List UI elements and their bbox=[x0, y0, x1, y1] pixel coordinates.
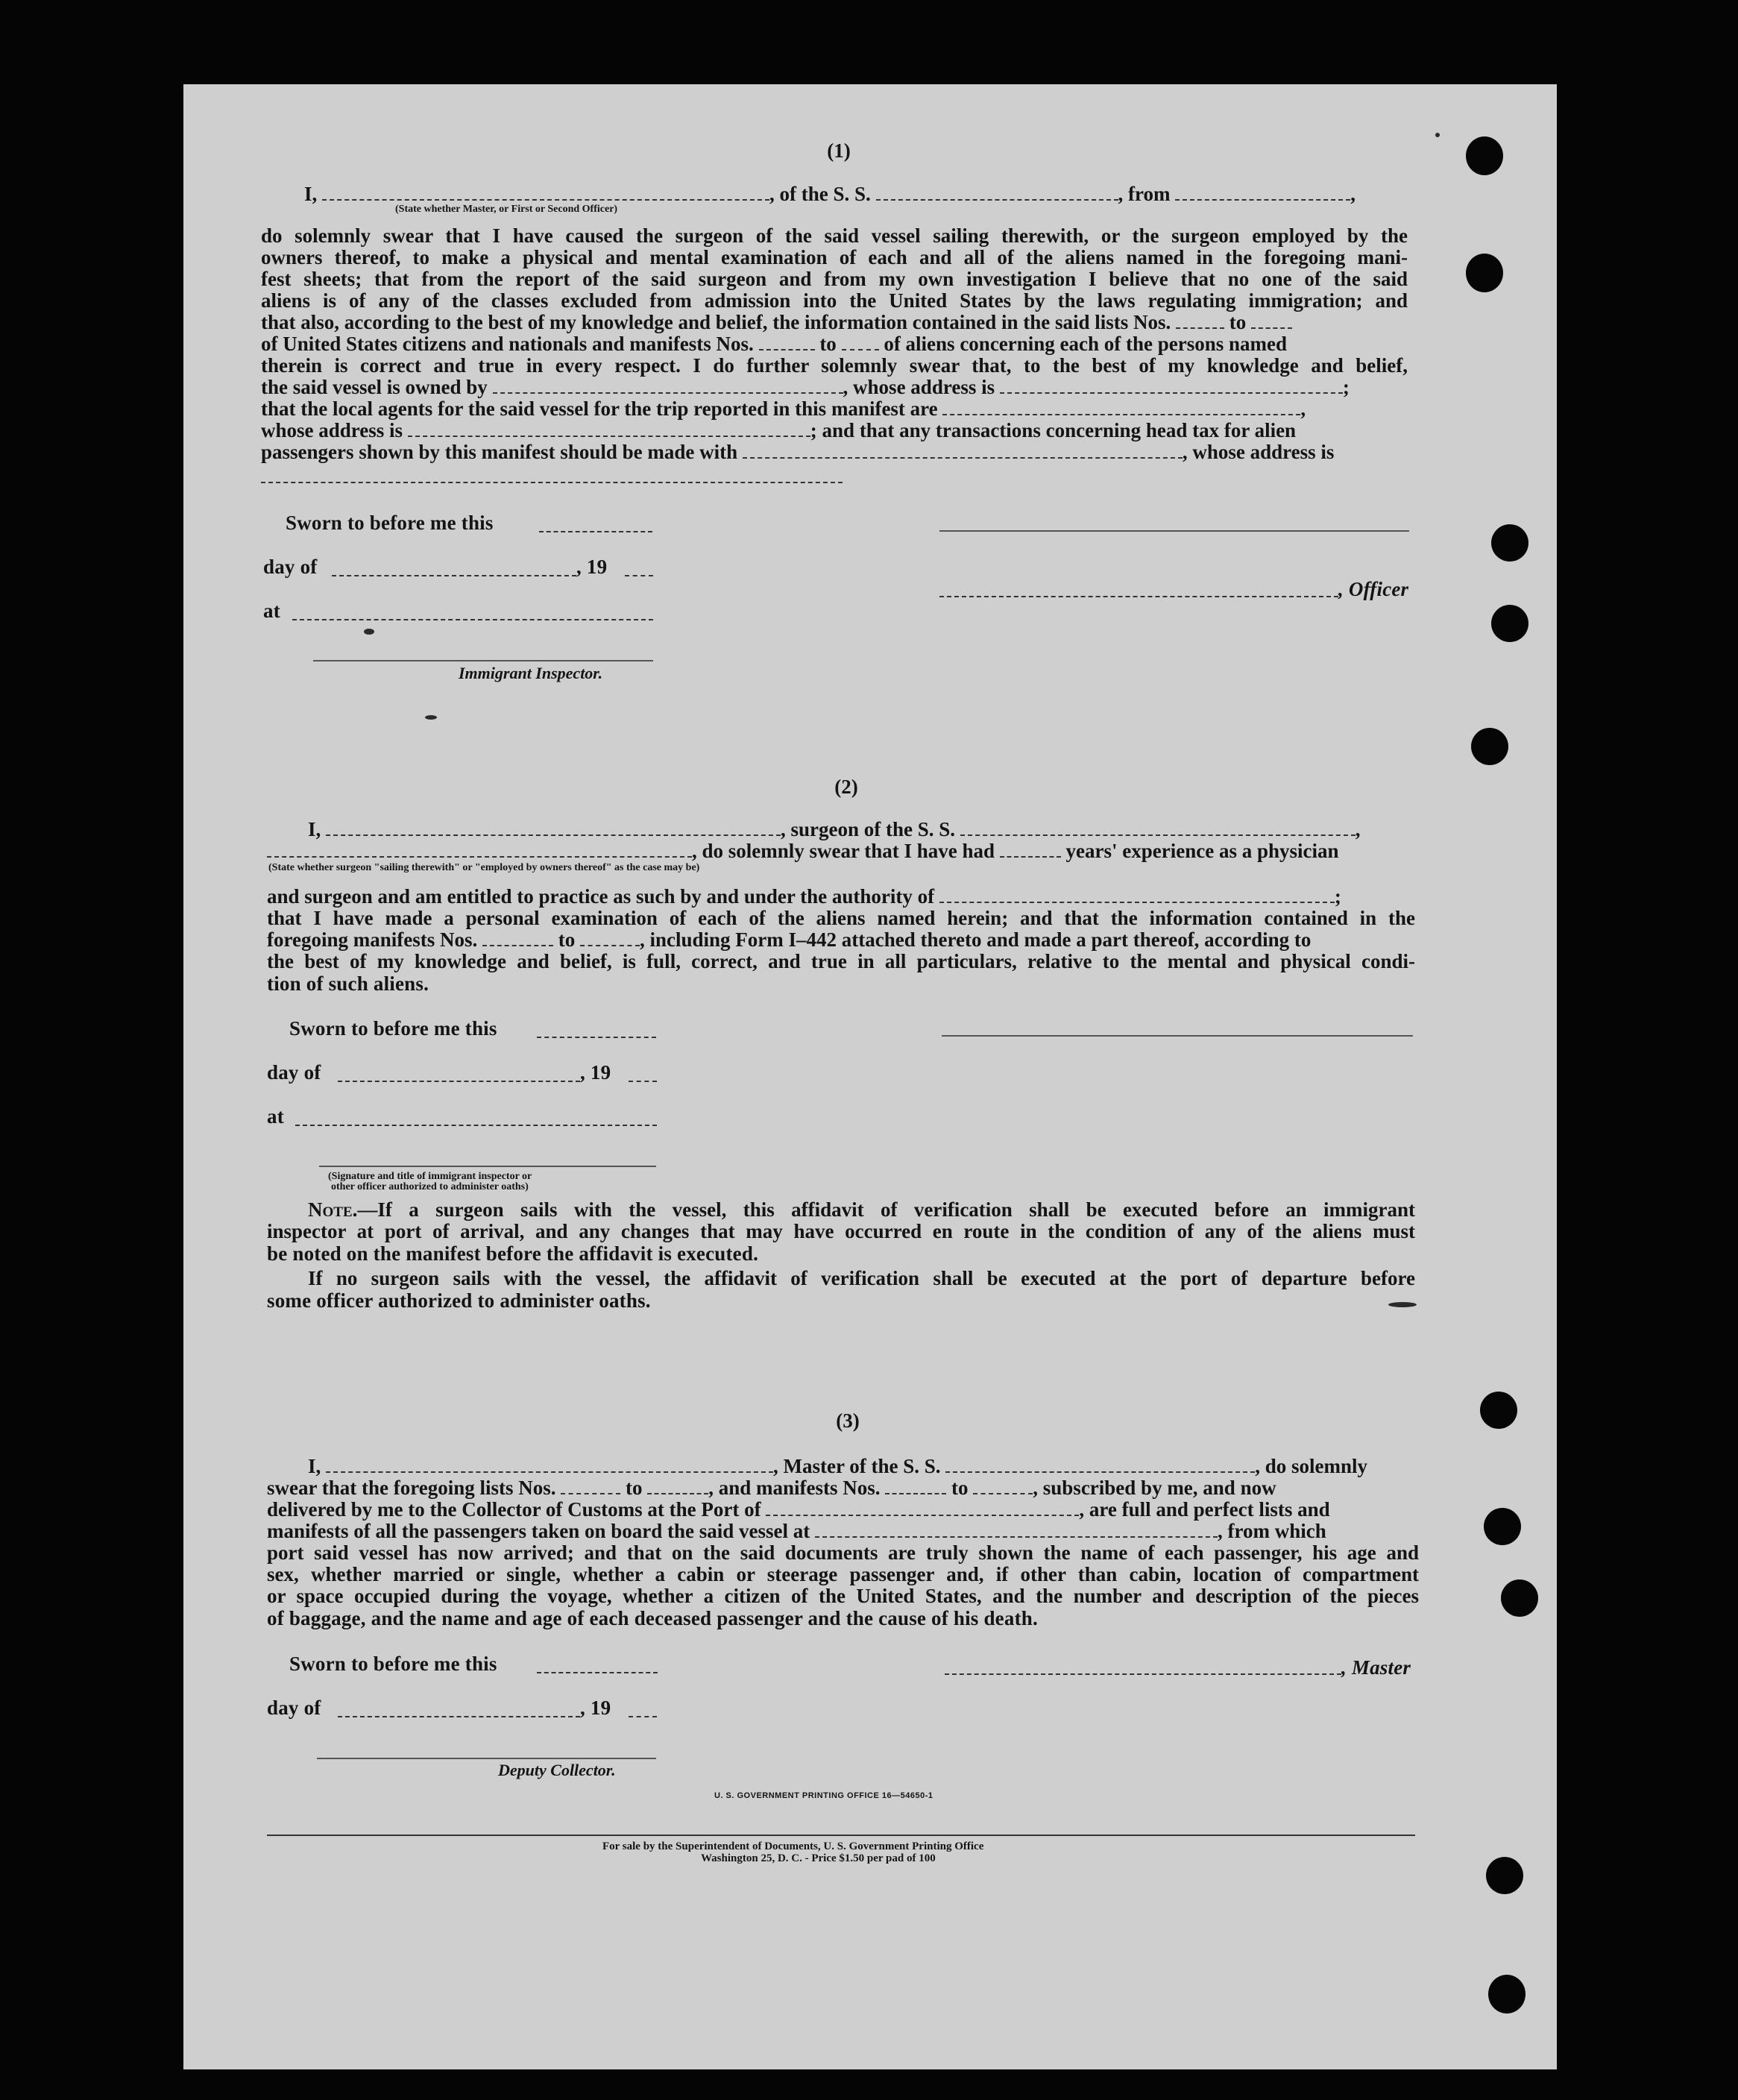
label-full-perfect: , are full and perfect lists and bbox=[1079, 1498, 1330, 1521]
section-3-number: (3) bbox=[836, 1409, 860, 1432]
inspector-label: Immigrant Inspector. bbox=[459, 664, 603, 682]
section-3-paragraph-line: port said vessel has now arrived; and that on the said documents are truly shown the name of each passenger, his age and bbox=[267, 1541, 1419, 1564]
label-foregoing-manifests: foregoing manifests Nos. bbox=[267, 928, 478, 951]
section-3-line-4 bbox=[267, 1521, 1419, 1542]
punch-hole bbox=[1488, 1975, 1526, 2013]
at-label: at bbox=[263, 600, 280, 622]
years-experience-field[interactable] bbox=[1000, 844, 1061, 858]
line-end-comma: , bbox=[1300, 397, 1306, 420]
punch-hole bbox=[1466, 254, 1503, 292]
label-lists-nos: swear that the foregoing lists Nos. bbox=[267, 1477, 556, 1499]
manifests-nos-from-field[interactable] bbox=[759, 337, 815, 350]
punch-hole bbox=[1471, 728, 1508, 765]
label-from: , from bbox=[1118, 183, 1171, 205]
label-do-solemnly: , do solemnly bbox=[1255, 1455, 1368, 1477]
punch-hole bbox=[1480, 1392, 1517, 1429]
officer-type-note: (State whether Master, or First or Second Officer) bbox=[395, 204, 618, 215]
label-head-tax: ; and that any transactions concerning head tax for alien bbox=[810, 419, 1297, 441]
surgeon-name-field[interactable] bbox=[326, 823, 781, 836]
section-1-paragraph-line: do solemnly swear that I have caused the surgeon of the said vessel sailing therewith, or the surgeon employed by the bbox=[261, 224, 1408, 247]
master-label: , Master bbox=[1341, 1656, 1411, 1679]
section-1-line-9 bbox=[261, 377, 1408, 398]
year-label: , 19 bbox=[580, 1697, 611, 1719]
section-1-line-10 bbox=[261, 398, 1408, 420]
surgeon-status-field[interactable] bbox=[267, 844, 692, 858]
officer-label: , Officer bbox=[1338, 578, 1409, 600]
section-2-paragraph-line: tion of such aliens. bbox=[267, 972, 429, 995]
master-signature-line[interactable] bbox=[945, 1673, 1341, 1675]
manifests-from-field[interactable] bbox=[482, 933, 553, 946]
section-1-paragraph-line: aliens is of any of the classes excluded from admission into the United States by the laws regulating immigration; and bbox=[261, 289, 1408, 312]
label-surgeon-of-ss: , surgeon of the S. S. bbox=[781, 818, 956, 840]
owner-address-field[interactable] bbox=[1000, 380, 1343, 394]
label-authority: and surgeon and am entitled to practice as such by and under the authority of bbox=[267, 885, 935, 908]
label-aliens: of aliens concerning each of the persons named bbox=[884, 333, 1288, 355]
section-2-number: (2) bbox=[834, 776, 858, 798]
label-taken-on-board: manifests of all the passengers taken on board the said vessel at bbox=[267, 1520, 810, 1542]
label-solemnly-swear: , do solemnly swear that I have had bbox=[692, 840, 995, 862]
line-end-comma: , bbox=[1350, 183, 1356, 205]
surgeon-vessel-field[interactable] bbox=[960, 823, 1356, 836]
section-2-line-5 bbox=[267, 929, 1415, 951]
year-field[interactable] bbox=[629, 1081, 657, 1082]
day-of-field[interactable] bbox=[338, 1716, 580, 1717]
agents-address-field[interactable] bbox=[408, 424, 810, 437]
footer-rule bbox=[267, 1835, 1415, 1836]
from-port-field[interactable] bbox=[1175, 187, 1350, 201]
label-lists-nos: that also, according to the best of my knowledge and belief, the information contained in the said lists Nos. bbox=[261, 311, 1171, 333]
signature-title-note: other officer authorized to administer oaths) bbox=[331, 1181, 529, 1192]
sworn-label: Sworn to before me this bbox=[289, 1653, 497, 1675]
note-label: Note. bbox=[308, 1198, 358, 1221]
label-manifests-nos: , and manifests Nos. bbox=[708, 1477, 881, 1499]
lists-nos-from-field[interactable] bbox=[1176, 315, 1224, 329]
section-1-number: (1) bbox=[827, 139, 851, 162]
sworn-date-field[interactable] bbox=[537, 1672, 658, 1673]
officer-name-line[interactable] bbox=[939, 596, 1338, 597]
section-3-line-3 bbox=[267, 1499, 1419, 1521]
inspector-signature-line[interactable] bbox=[313, 660, 653, 661]
ink-speck bbox=[1435, 133, 1440, 137]
head-tax-party-field[interactable] bbox=[743, 445, 1183, 459]
day-of-label: day of bbox=[267, 1697, 321, 1719]
ink-speck bbox=[1388, 1302, 1417, 1307]
vessel-name-field[interactable] bbox=[876, 187, 1118, 201]
section-1-line-6 bbox=[261, 312, 1408, 333]
section-3-pronoun: I, bbox=[308, 1455, 321, 1477]
ink-speck bbox=[364, 629, 374, 635]
signature-title-note: (Signature and title of immigrant inspector or bbox=[328, 1171, 532, 1182]
printing-office-imprint: U. S. GOVERNMENT PRINTING OFFICE 16—54650-1 bbox=[714, 1791, 933, 1800]
section-2-paragraph-line: the best of my knowledge and belief, is full, correct, and true in all particulars, relative to the mental and physical condi- bbox=[267, 950, 1415, 972]
at-place-field[interactable] bbox=[292, 619, 653, 620]
section-1-paragraph-line: therein is correct and true in every respect. I do further solemnly swear that, to the best of my knowledge and belief, bbox=[261, 354, 1408, 377]
label-owned-by: the said vessel is owned by bbox=[261, 376, 488, 398]
year-field[interactable] bbox=[625, 575, 653, 576]
punch-hole bbox=[1501, 1579, 1538, 1617]
section-3-line-2 bbox=[267, 1477, 1419, 1499]
year-field[interactable] bbox=[629, 1716, 657, 1717]
label-whose-address: , whose address is bbox=[843, 376, 995, 398]
label-local-agents: that the local agents for the said vessel for the trip reported in this manifest are bbox=[261, 397, 938, 420]
sale-notice-line: For sale by the Superintendent of Documents, U. S. Government Printing Office bbox=[602, 1840, 984, 1852]
manifests-to-field[interactable] bbox=[973, 1481, 1033, 1494]
sworn-date-field[interactable] bbox=[537, 1037, 656, 1038]
label-head-tax-with: passengers shown by this manifest should be made with bbox=[261, 441, 738, 463]
day-of-field[interactable] bbox=[332, 575, 576, 576]
head-tax-address-field[interactable] bbox=[261, 482, 843, 483]
day-of-field[interactable] bbox=[338, 1081, 580, 1082]
note-line: some officer authorized to administer oaths. bbox=[267, 1289, 651, 1312]
section-2-paragraph-line: that I have made a personal examination of each of the aliens named herein; and that the information contained in the bbox=[267, 907, 1415, 929]
surgeon-signature-line[interactable] bbox=[942, 1035, 1413, 1037]
section-1-paragraph-line: fest sheets; that from the report of the said surgeon and from my own investigation I believe that no one of the said bbox=[261, 268, 1408, 290]
label-subscribed: , subscribed by me, and now bbox=[1033, 1477, 1276, 1499]
manifests-nos-to-field[interactable] bbox=[842, 337, 879, 350]
note-text: —If a surgeon sails with the vessel, this affidavit of verification shall be executed before an immigrant bbox=[357, 1198, 1415, 1221]
section-3-paragraph-line: sex, whether married or single, whether a cabin or steerage passenger and, if other than cabin, location of compartment bbox=[267, 1563, 1419, 1585]
port-field[interactable] bbox=[766, 1503, 1079, 1516]
punch-hole bbox=[1491, 605, 1528, 642]
at-place-field[interactable] bbox=[295, 1125, 657, 1126]
day-of-label: day of bbox=[267, 1061, 321, 1084]
label-from-which: , from which bbox=[1218, 1520, 1326, 1542]
manifests-from-field[interactable] bbox=[885, 1481, 946, 1494]
sworn-date-field[interactable] bbox=[539, 531, 652, 532]
day-of-label: day of bbox=[263, 556, 318, 578]
label-whose-address: whose address is bbox=[261, 419, 403, 441]
owner-field[interactable] bbox=[493, 380, 843, 394]
punch-hole bbox=[1486, 1857, 1523, 1894]
lists-nos-to-field[interactable] bbox=[1251, 315, 1292, 329]
label-form-i442: , including Form I–442 attached thereto and made a part thereof, according to bbox=[639, 928, 1312, 951]
section-1-line-11 bbox=[261, 420, 1408, 441]
lists-from-field[interactable] bbox=[561, 1481, 620, 1494]
at-label: at bbox=[267, 1105, 284, 1128]
label-whose-address: , whose address is bbox=[1182, 441, 1335, 463]
manifests-to-field[interactable] bbox=[580, 933, 640, 946]
master-name-field[interactable] bbox=[326, 1459, 773, 1473]
section-2-line-1 bbox=[308, 819, 1411, 840]
section-1-line-7 bbox=[261, 333, 1408, 355]
note-line: be noted on the manifest before the affidavit is executed. bbox=[267, 1242, 759, 1265]
surgeon-status-note: (State whether surgeon "sailing therewith" or "employed by owners thereof" as the case may be) bbox=[268, 862, 700, 873]
punch-hole bbox=[1466, 136, 1503, 175]
line-end-comma: , bbox=[1355, 818, 1361, 840]
collector-signature-line[interactable] bbox=[317, 1758, 656, 1759]
deputy-collector-label: Deputy Collector. bbox=[498, 1761, 616, 1779]
authority-field[interactable] bbox=[939, 890, 1335, 903]
section-1-paragraph-line: owners thereof, to make a physical and mental examination of each and all of the aliens named in the foregoing mani- bbox=[261, 246, 1408, 268]
year-label: , 19 bbox=[580, 1061, 611, 1084]
officer-signature-line[interactable] bbox=[939, 530, 1409, 532]
line-end-semicolon: ; bbox=[1334, 885, 1341, 908]
section-2-pronoun: I, bbox=[308, 818, 321, 840]
label-to: to bbox=[625, 1477, 643, 1499]
label-to: to bbox=[951, 1477, 969, 1499]
boarding-port-field[interactable] bbox=[815, 1524, 1218, 1538]
label-of-ss: , of the S. S. bbox=[769, 183, 871, 205]
lists-to-field[interactable] bbox=[647, 1481, 708, 1494]
section-1-line-1 bbox=[304, 183, 1408, 205]
sworn-label: Sworn to before me this bbox=[286, 512, 494, 534]
ink-speck bbox=[425, 715, 437, 720]
punch-hole bbox=[1484, 1508, 1521, 1545]
section-1-pronoun: I, bbox=[304, 183, 318, 205]
section-2-line-3 bbox=[267, 886, 1415, 908]
line-end-semicolon: ; bbox=[1342, 376, 1350, 398]
punch-hole bbox=[1491, 524, 1528, 562]
label-manifests-nos: of United States citizens and nationals and manifests Nos. bbox=[261, 333, 754, 355]
label-to: to bbox=[1229, 311, 1247, 333]
label-master-of-ss: , Master of the S. S. bbox=[773, 1455, 941, 1477]
inspector-signature-line[interactable] bbox=[319, 1166, 656, 1167]
local-agents-field[interactable] bbox=[942, 402, 1300, 415]
sale-notice-line: Washington 25, D. C. - Price $1.50 per pad of 100 bbox=[701, 1852, 936, 1864]
note-line: If no surgeon sails with the vessel, the affidavit of verification shall be executed at the port of departure before bbox=[308, 1267, 1415, 1289]
master-vessel-field[interactable] bbox=[945, 1459, 1255, 1473]
section-3-line-1 bbox=[308, 1456, 1419, 1477]
section-3-paragraph-line: or space occupied during the voyage, whether a citizen of the United States, and the number and description of the pieces bbox=[267, 1585, 1419, 1607]
officer-name-field[interactable] bbox=[322, 187, 769, 201]
year-label: , 19 bbox=[576, 556, 608, 578]
note-line-1 bbox=[308, 1199, 1415, 1221]
note-line: inspector at port of arrival, and any changes that may have occurred en route in the condition of any of the aliens must bbox=[267, 1220, 1415, 1242]
section-2-line-2 bbox=[267, 840, 1415, 862]
label-to: to bbox=[558, 928, 576, 951]
sworn-label: Sworn to before me this bbox=[289, 1017, 497, 1040]
label-years-experience: years' experience as a physician bbox=[1065, 840, 1339, 862]
section-3-paragraph-line: of baggage, and the name and age of each deceased passenger and the cause of his death. bbox=[267, 1607, 1038, 1629]
label-port-of: delivered by me to the Collector of Customs at the Port of bbox=[267, 1498, 761, 1521]
section-1-line-12 bbox=[261, 441, 1408, 463]
label-to: to bbox=[819, 333, 837, 355]
